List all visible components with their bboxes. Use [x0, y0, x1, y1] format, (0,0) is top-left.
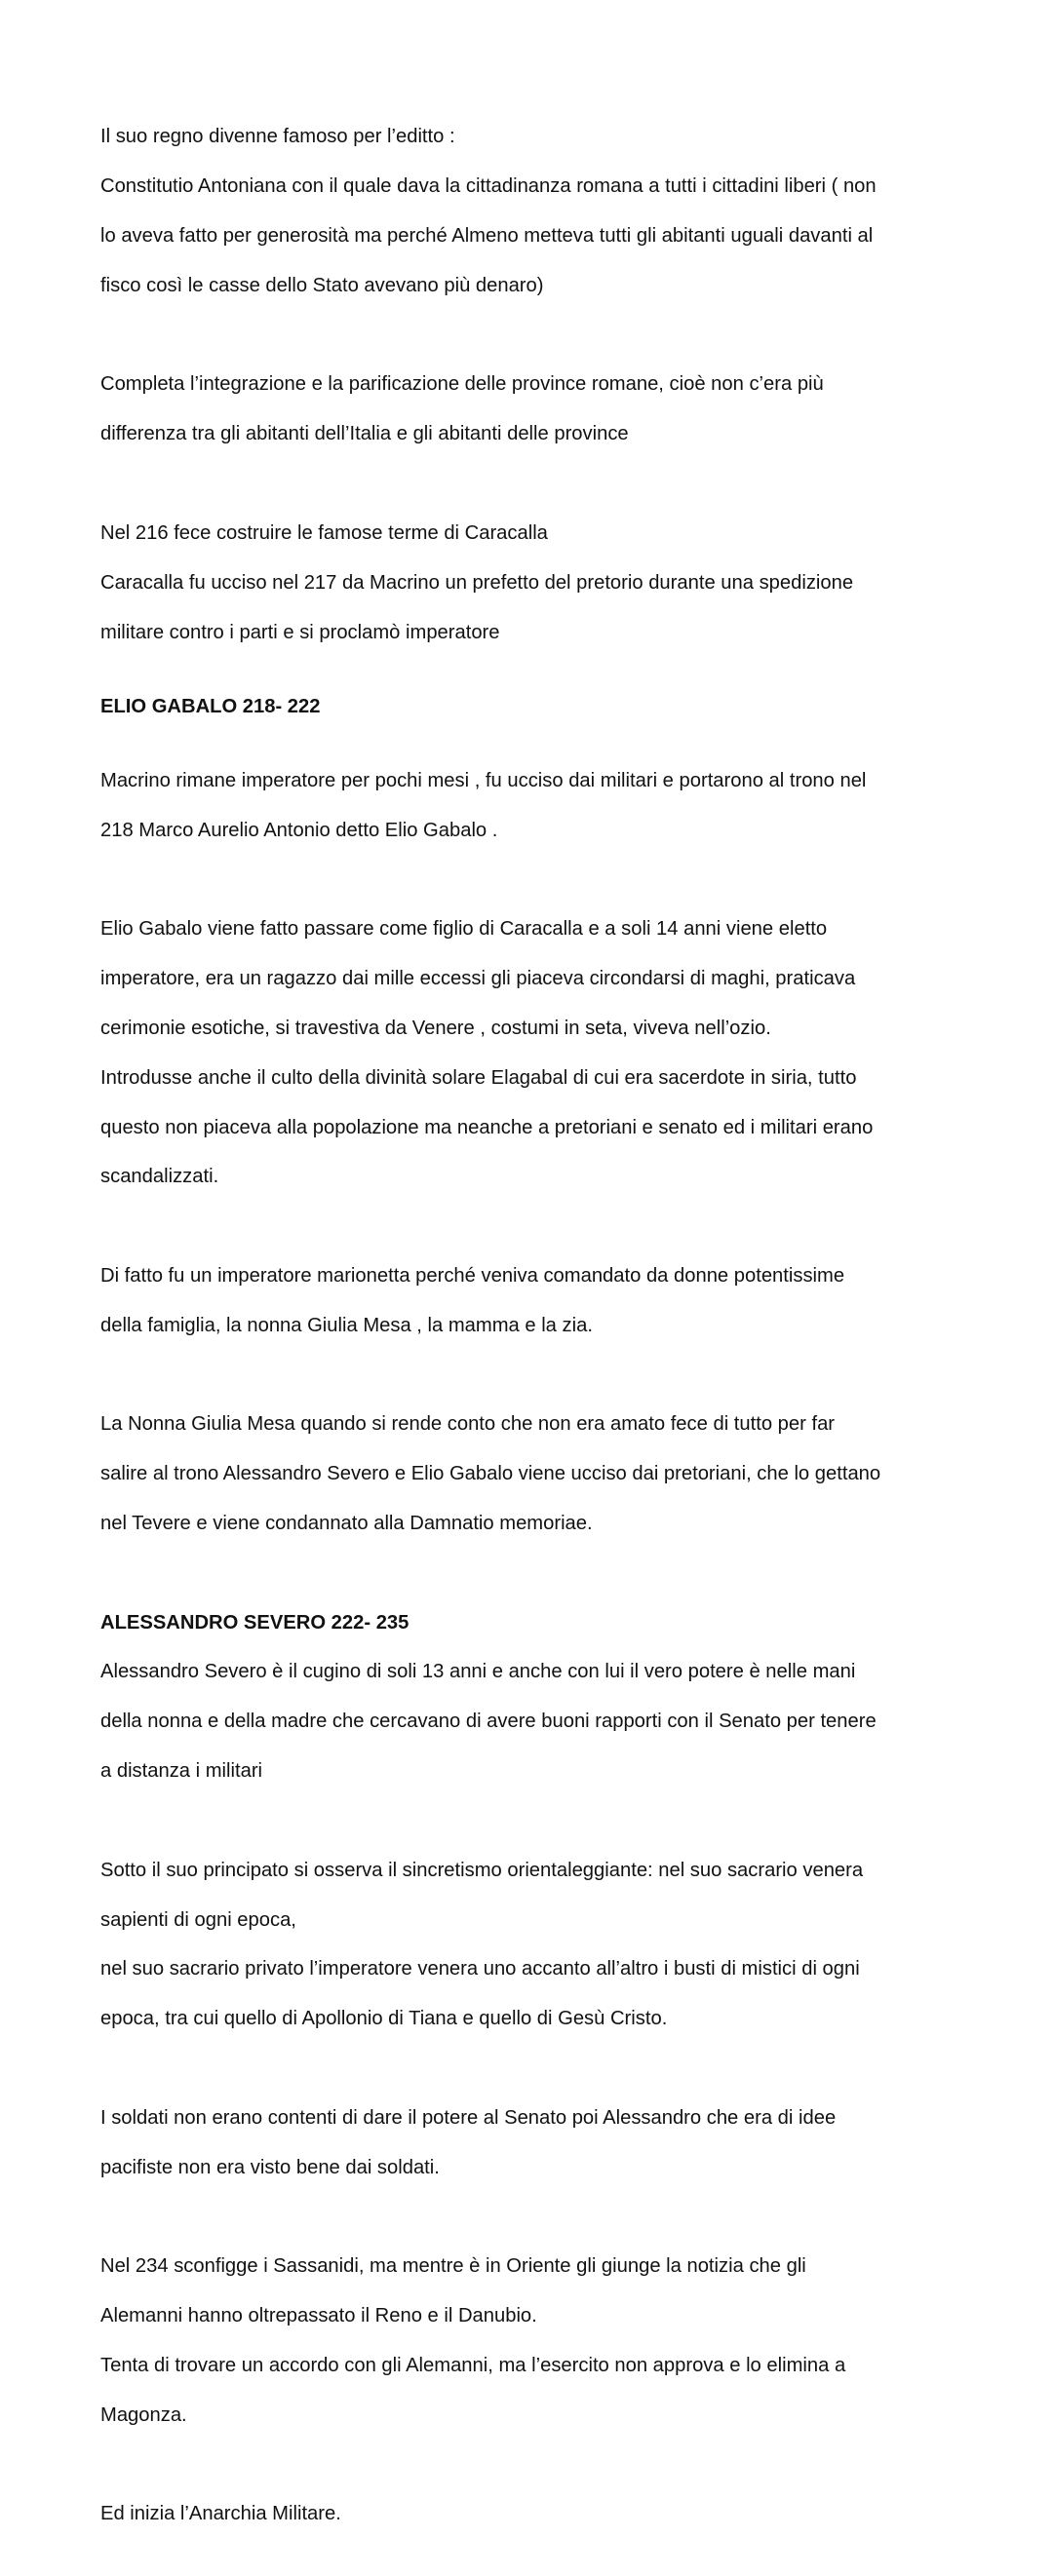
text-line: Alemanni hanno oltrepassato il Reno e il Danubio.	[100, 2304, 537, 2326]
text-line: epoca, tra cui quello di Apollonio di Tiana e quello di Gesù Cristo.	[100, 2008, 668, 2030]
paragraph-elio-gabalo-figlio	[100, 893, 958, 1214]
spacer	[100, 1586, 958, 1610]
text-line: Sotto il suo principato si osserva il sincretismo orientaleggiante: nel suo sacrario venera	[100, 1859, 864, 1881]
text-line: questo non piaceva alla popolazione ma neanche a pretoriani e senato ed i militari erano	[100, 1116, 874, 1138]
text-line: pacifiste non era visto bene dai soldati.	[100, 2156, 440, 2178]
text-line: scandalizzati.	[100, 1166, 219, 1188]
text-line: Caracalla fu ucciso nel 217 da Macrino un prefetto del pretorio durante una spedizione	[100, 571, 854, 594]
text-line: salire al trono Alessandro Severo e Elio Gabalo viene ucciso dai pretoriani, che lo gettano	[100, 1463, 881, 1485]
paragraph-anarchia	[100, 2478, 958, 2552]
text-line: della nonna e della madre che cercavano di avere buoni rapporti con il Senato per tenere	[100, 1711, 877, 1733]
text-line: nel suo sacrario privato l’imperatore venera uno accanto all’altro i busti di mistici di ogni	[100, 1958, 860, 1980]
paragraph-soldati	[100, 2081, 958, 2205]
paragraph-editto	[100, 100, 958, 324]
paragraph-sassanidi	[100, 2230, 958, 2453]
text-line: La Nonna Giulia Mesa quando si rende conto che non era amato fece di tutto per far	[100, 1413, 836, 1436]
text-line: Nel 216 fece costruire le famose terme di Caracalla	[100, 521, 548, 544]
text-line: I soldati non erano contenti di dare il potere al Senato poi Alessandro che era di idee	[100, 2106, 837, 2129]
paragraph-giulia-mesa	[100, 1388, 958, 1561]
text-line: Magonza.	[100, 2403, 187, 2426]
text-line: Di fatto fu un imperatore marionetta perché veniva comandato da donne potentissime	[100, 1265, 845, 1287]
text-line: lo aveva fatto per generosità ma perché Almeno metteva tutti gli abitanti uguali davanti al	[100, 225, 874, 248]
paragraph-macrino	[100, 745, 958, 868]
paragraph-terme	[100, 496, 958, 670]
text-line: fisco così le casse dello Stato avevano più denaro)	[100, 274, 544, 296]
paragraph-integrazione	[100, 348, 958, 472]
text-line: Ed inizia l’Anarchia Militare.	[100, 2503, 341, 2525]
text-line: nel Tevere e viene condannato alla Damnatio memoriae.	[100, 1513, 593, 1535]
text-line: Tenta di trovare un accordo con gli Alemanni, ma l’esercito non approva e lo elimina a	[100, 2354, 846, 2376]
text-line: Constitutio Antoniana con il quale dava la cittadinanza romana a tutti i cittadini liberi ( non	[100, 175, 877, 198]
section-heading-alessandro-severo: ALESSANDRO SEVERO 222- 235	[100, 1611, 410, 1634]
text-line: Il suo regno divenne famoso per l’editto :	[100, 126, 455, 148]
text-line: Nel 234 sconfigge i Sassanidi, ma mentre è in Oriente gli giunge la notizia che gli	[100, 2255, 806, 2278]
section-heading-elio-gabalo: ELIO GABALO 218- 222	[100, 695, 321, 717]
text-line: Macrino rimane imperatore per pochi mesi , fu ucciso dai militari e portarono al trono nel	[100, 769, 867, 791]
text-line: Completa l’integrazione e la parificazione delle province romane, cioè non c’era più	[100, 373, 824, 396]
text-line: della famiglia, la nonna Giulia Mesa , la mamma e la zia.	[100, 1314, 593, 1336]
text-line: Introdusse anche il culto della divinità solare Elagabal di cui era sacerdote in siria, tutto	[100, 1066, 857, 1089]
text-line: imperatore, era un ragazzo dai mille eccessi gli piaceva circondarsi di maghi, praticava	[100, 968, 856, 990]
text-line: Elio Gabalo viene fatto passare come figlio di Caracalla e a soli 14 anni viene eletto	[100, 918, 828, 941]
text-line: cerimonie esotiche, si travestiva da Venere , costumi in seta, viveva nell’ozio.	[100, 1017, 771, 1039]
document-page	[100, 100, 958, 2576]
paragraph-cugino	[100, 1635, 958, 1809]
text-line: a distanza i militari	[100, 1760, 263, 1783]
text-line: militare contro i parti e si proclamò imperatore	[100, 621, 500, 643]
text-line: Alessandro Severo è il cugino di soli 13 anni e anche con lui il vero potere è nelle mani	[100, 1661, 856, 1683]
text-line: 218 Marco Aurelio Antonio detto Elio Gabalo .	[100, 819, 498, 841]
paragraph-marionetta	[100, 1240, 958, 1364]
text-line: sapienti di ogni epoca,	[100, 1908, 296, 1931]
paragraph-sincretismo	[100, 1833, 958, 2057]
text-line: differenza tra gli abitanti dell’Italia e gli abitanti delle province	[100, 423, 629, 445]
